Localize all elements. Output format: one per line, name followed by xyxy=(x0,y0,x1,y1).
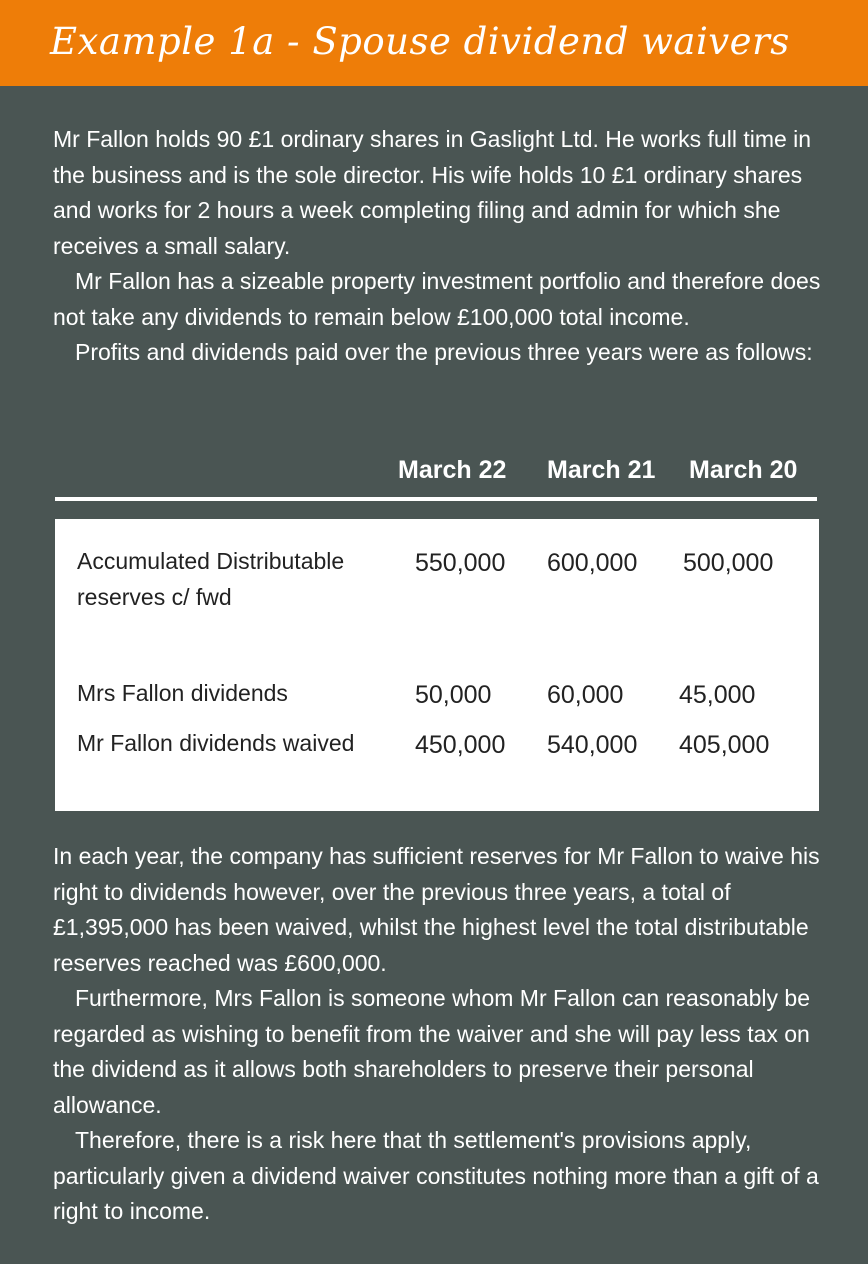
reserves-march-21: 600,000 xyxy=(547,549,638,577)
figures-table xyxy=(55,519,819,811)
row-label-mrs-dividends: Mrs Fallon dividends xyxy=(77,680,288,706)
row-label-mr-waived: Mr Fallon dividends waived xyxy=(77,730,355,756)
conclusion-paragraph-2: Furthermore, Mrs Fallon is someone whom Mr Fallon can reasonably be regarded as wishing to benefit from the waiver and she will pay less tax on the dividend as it allows both shareholders to preserve their personal allowance. xyxy=(53,985,811,1118)
mrs-dividends-march-22: 50,000 xyxy=(415,681,492,709)
mr-waived-march-22: 450,000 xyxy=(415,731,506,759)
header-bar xyxy=(0,0,868,86)
reserves-march-20: 500,000 xyxy=(683,549,774,577)
column-header-march-21: March 21 xyxy=(547,456,656,484)
reserves-march-22: 550,000 xyxy=(415,549,506,577)
column-header-march-22: March 22 xyxy=(398,456,507,484)
intro-text xyxy=(53,122,833,371)
header-divider xyxy=(55,497,817,501)
mr-waived-march-21: 540,000 xyxy=(547,731,638,759)
mrs-dividends-march-20: 45,000 xyxy=(679,681,756,709)
conclusion-paragraph-1: In each year, the company has sufficient reserves for Mr Fallon to waive his right to dividends however, over the previous three years, a total of £1,395,000 has been waived, whilst the highest level the total distributable reserves reached was £600,000. xyxy=(53,843,820,976)
conclusion-paragraph-3: Therefore, there is a risk here that th settlement's provisions apply, particularly given a dividend waiver constitutes nothing more than a gift of a right to income. xyxy=(53,1127,819,1224)
intro-paragraph-2: Mr Fallon has a sizeable property investment portfolio and therefore does not take any dividends to remain below £100,000 total income. xyxy=(53,268,821,330)
mr-waived-march-20: 405,000 xyxy=(679,731,770,759)
column-header-march-20: March 20 xyxy=(689,456,798,484)
mrs-dividends-march-21: 60,000 xyxy=(547,681,624,709)
example-title: Example 1a - Spouse dividend waivers xyxy=(50,20,790,63)
conclusion-text xyxy=(53,839,833,1230)
intro-paragraph-1: Mr Fallon holds 90 £1 ordinary shares in Gaslight Ltd. He works full time in the business and is the sole director. His wife holds 10 £1 ordinary shares and works for 2 hours a week completing filing and admin for which she receives a small salary. xyxy=(53,126,812,259)
intro-paragraph-3: Profits and dividends paid over the previous three years were as follows: xyxy=(75,339,813,365)
row-label-reserves: Accumulated Distributable reserves c/ fwd xyxy=(77,548,345,610)
